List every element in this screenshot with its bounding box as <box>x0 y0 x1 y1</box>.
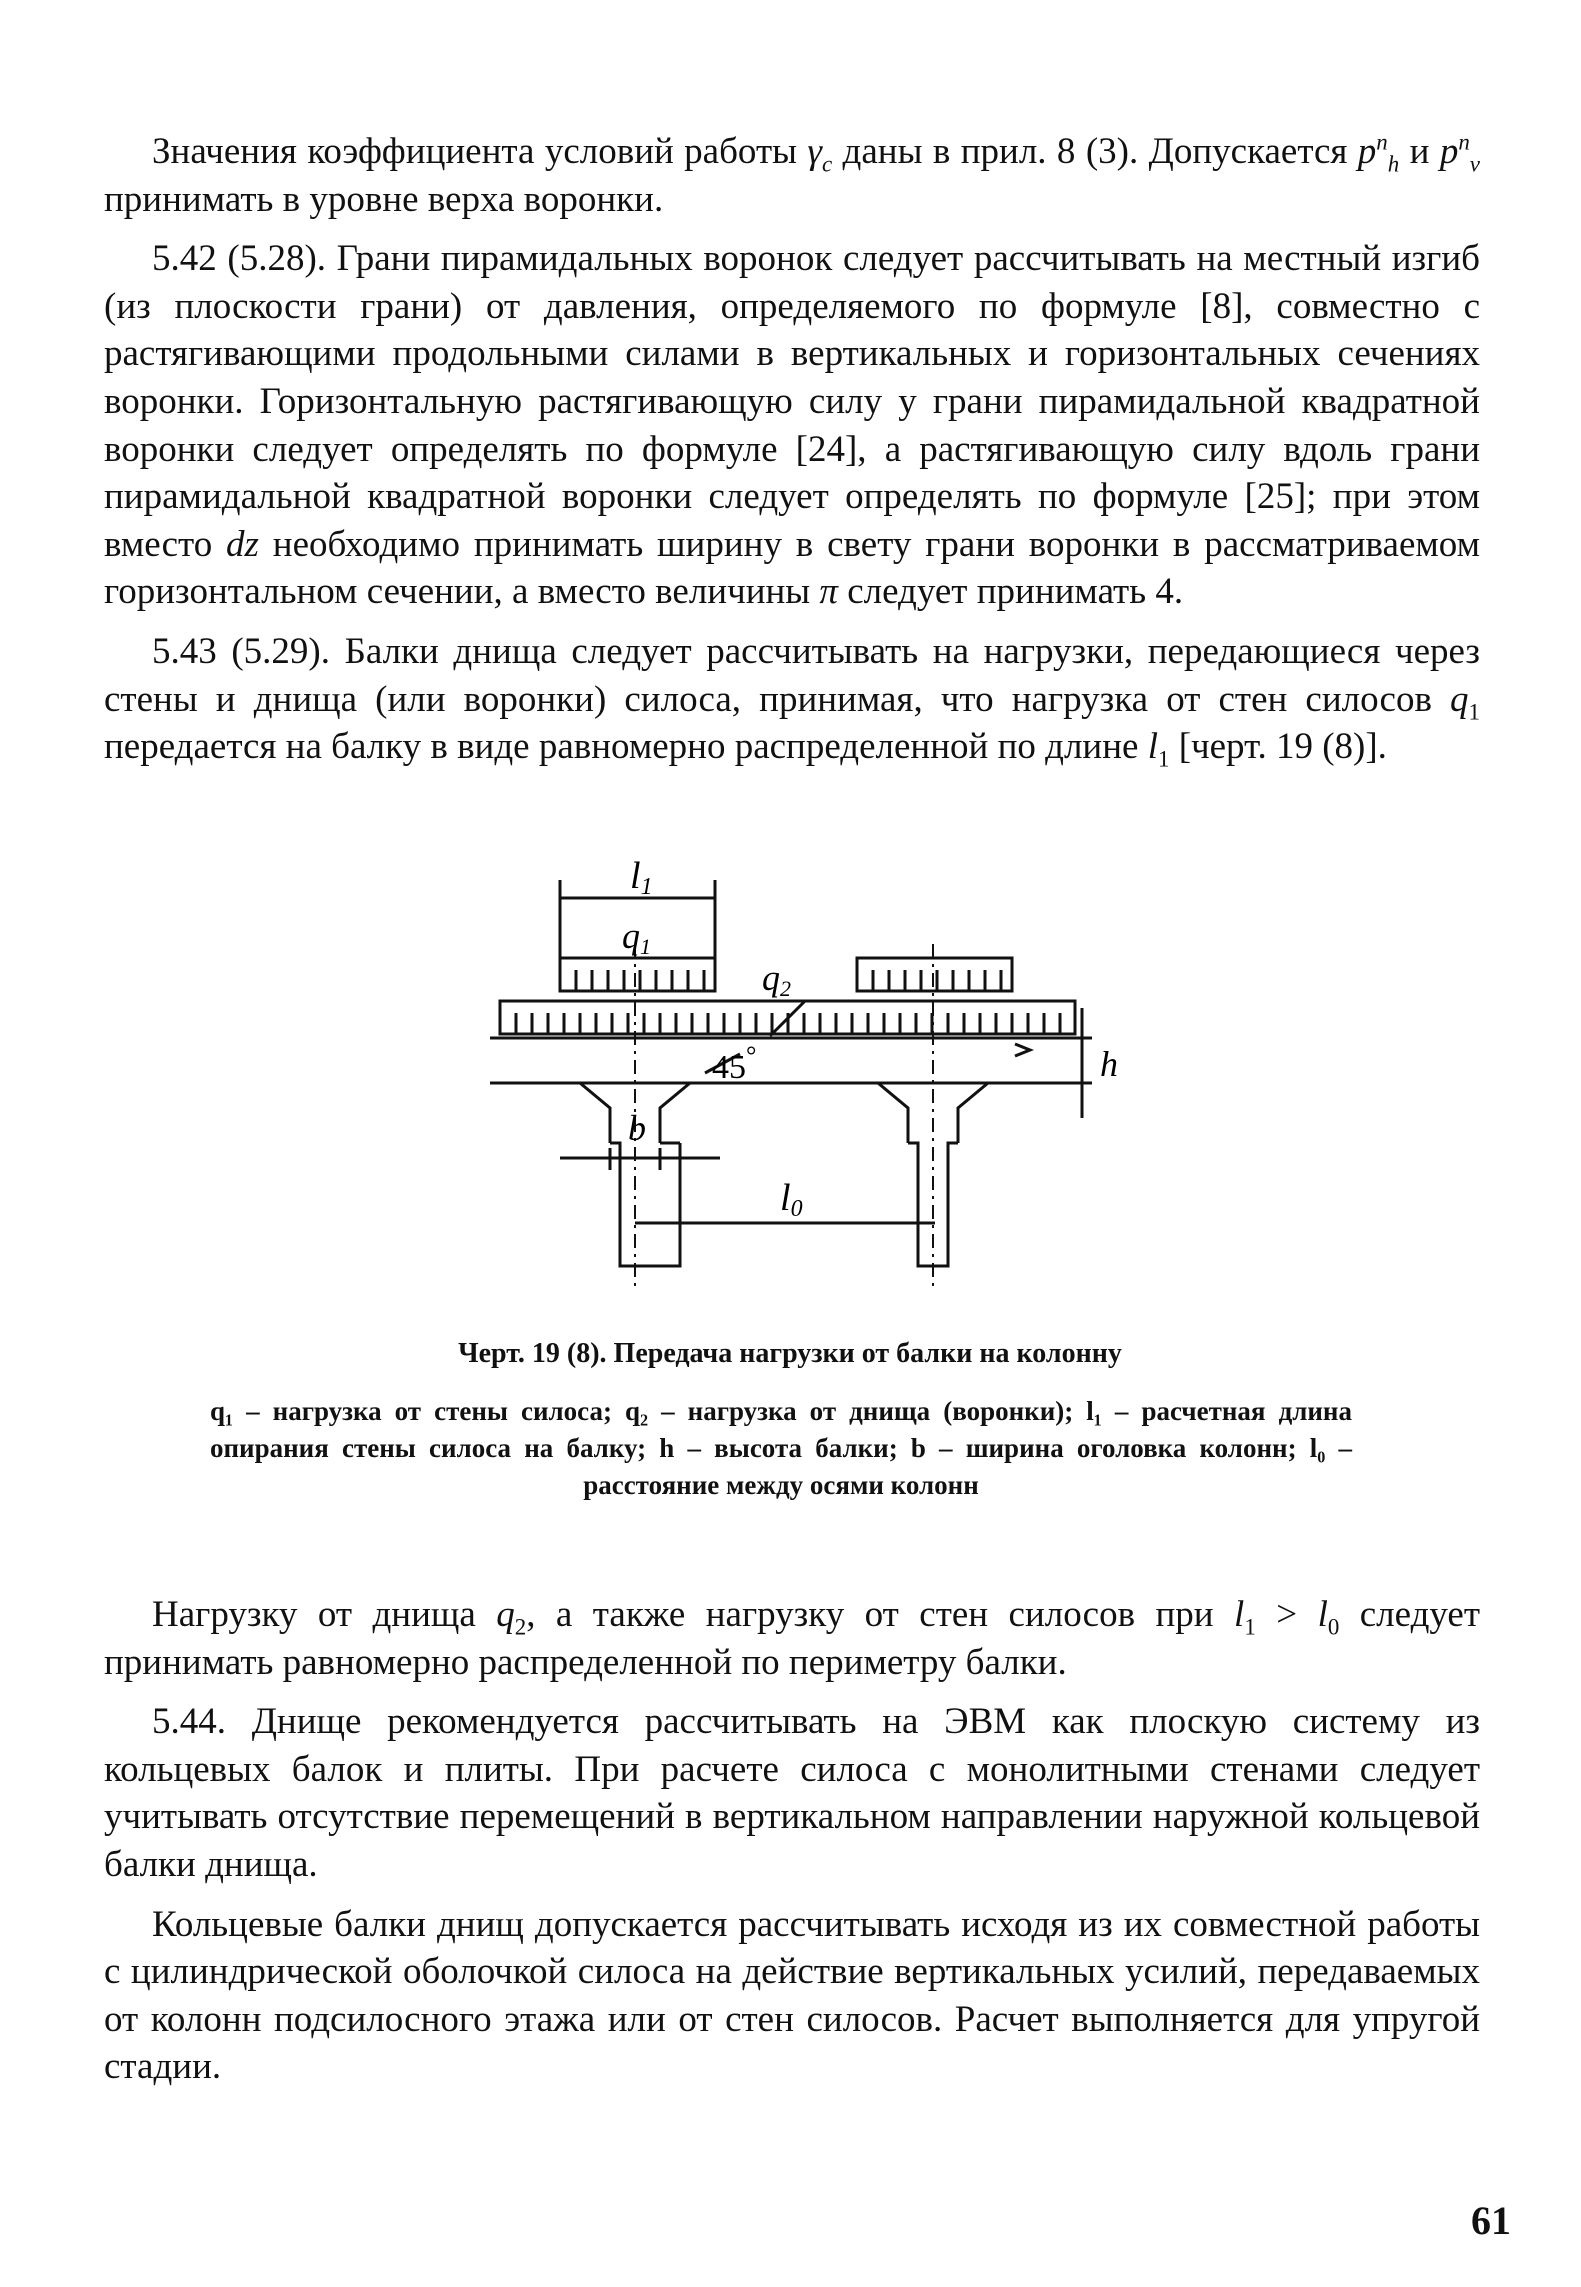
text: передается на балку в виде равномерно распределенной по длине <box>104 726 1148 768</box>
subscript: 1 <box>1244 1614 1256 1640</box>
symbol-dz: dz <box>226 523 259 565</box>
subscript: v <box>1469 151 1480 177</box>
section-number: 5.42 (5.28). <box>152 238 327 280</box>
symbol-q: q <box>496 1594 515 1635</box>
text: даны в прил. 8 (3). Допускается <box>832 131 1358 172</box>
symbol-p: p <box>1439 131 1459 172</box>
page-number: 61 <box>1471 2198 1511 2243</box>
symbol-q: q <box>1450 678 1469 720</box>
section-number: 5.43 (5.29). <box>152 630 330 672</box>
text-block-top <box>104 128 1480 771</box>
figure-caption-title: Черт. 19 (8). Передача нагрузки от балки на колонну <box>458 1338 1122 1369</box>
subscript: c <box>821 151 833 177</box>
symbol-pi: π <box>819 571 838 613</box>
label-l0: l0 <box>780 1177 803 1222</box>
symbol-l: l <box>1317 1594 1328 1635</box>
symbol-gamma: γ <box>807 131 822 172</box>
superscript: n <box>1458 129 1470 155</box>
text: Значения коэффициента условий работы <box>152 131 808 172</box>
section-number: 5.44. <box>152 1701 226 1743</box>
beam-column-diagram <box>470 858 1130 1298</box>
haunch-left <box>660 1083 690 1143</box>
subscript: 0 <box>1327 1614 1340 1640</box>
superscript: n <box>1376 129 1388 155</box>
paragraph-ring-beams <box>104 1901 1480 2091</box>
text: необходимо принимать ширину в свету грани воронки в рассматриваемом горизонтальном сечении, а вместо величины <box>104 523 1480 613</box>
wall-load-right <box>857 958 1012 991</box>
text: принимать в уровне верха воронки. <box>104 178 664 220</box>
subscript: 2 <box>514 1614 527 1640</box>
subscript: 1 <box>1468 698 1480 724</box>
label-l1: l1 <box>630 858 653 900</box>
label-q1: q1 <box>622 916 651 959</box>
text: Днище рекомендуется рассчитывать на ЭВМ как плоскую систему из кольцевых балок и плиты. При расчете силоса с монолитными стенами следует учитывать отсутствие перемещений в вертикальном направлении наружной кольцевой балки днища. <box>104 1701 1480 1885</box>
label-h: h <box>1100 1044 1118 1084</box>
text: Грани пирамидальных воронок следует рассчитывать на местный изгиб (из плоскости грани) от давления, определяемого по формуле [8], совместно с растягивающими продольными силами в вертикальных и горизонтальных сечениях воронки. Горизонтальную растягивающую силу у грани пирамидальной квадратной воронки следует определять по формуле [24], а растягивающую силу вдоль грани пирамидальной квадратной воронки следует определять по формуле [25]; при этом вместо <box>104 238 1480 565</box>
figure-beam-column <box>470 858 1130 1298</box>
text: [черт. 19 (8)]. <box>1169 726 1387 768</box>
text: Нагрузку от днища <box>152 1594 497 1635</box>
subscript: 1 <box>1157 746 1170 772</box>
paragraph-5-42 <box>104 235 1480 616</box>
symbol-p: p <box>1357 131 1377 172</box>
symbol-l: l <box>1234 1594 1245 1635</box>
paragraph-5-44 <box>104 1698 1480 1888</box>
wall-load-left <box>560 958 715 991</box>
paragraph-load <box>104 1591 1480 1686</box>
label-q2: q2 <box>762 958 791 1001</box>
subscript: h <box>1387 151 1400 177</box>
label-b: b <box>628 1108 646 1148</box>
beam-break <box>1015 1044 1030 1056</box>
text: и <box>1399 131 1440 172</box>
symbol-l: l <box>1147 726 1158 768</box>
haunch-right <box>878 1083 908 1143</box>
text: > <box>1255 1594 1318 1635</box>
label-angle: 45° <box>712 1041 757 1086</box>
text: , а также нагрузку от стен силосов при <box>526 1594 1235 1635</box>
haunch-left <box>580 1083 610 1143</box>
figure-caption-legend: q₁ – нагрузка от стены силоса; q₂ – нагрузка от днища (воронки); l₁ – расчетная длина опирания стены силоса на балку; h – высота балки; b – ширина оголовка колонн; l₀ – расстояние между осями колонн <box>210 1396 1352 1500</box>
text: Кольцевые балки днищ допускается рассчитывать исходя из их совместной работы с цилиндрической оболочкой силоса на действие вертикальных усилий, передаваемых от колонн подсилосного этажа или от стен силосов. Расчет выполняется для упругой стадии. <box>104 1903 1480 2088</box>
haunch-right <box>958 1083 988 1143</box>
text: Балки днища следует рассчитывать на нагрузки, передающиеся через стены и днища (или воронки) силоса, принимая, что нагрузка от стен силосов <box>104 630 1480 720</box>
column-left <box>610 1143 680 1266</box>
paragraph-5-43 <box>104 628 1480 771</box>
text: следует принимать равномерно распределенной по периметру балки. <box>104 1594 1481 1683</box>
text: следует принимать 4. <box>837 571 1184 613</box>
paragraph-intro <box>104 128 1480 223</box>
text-block-bottom <box>104 1591 1480 2091</box>
